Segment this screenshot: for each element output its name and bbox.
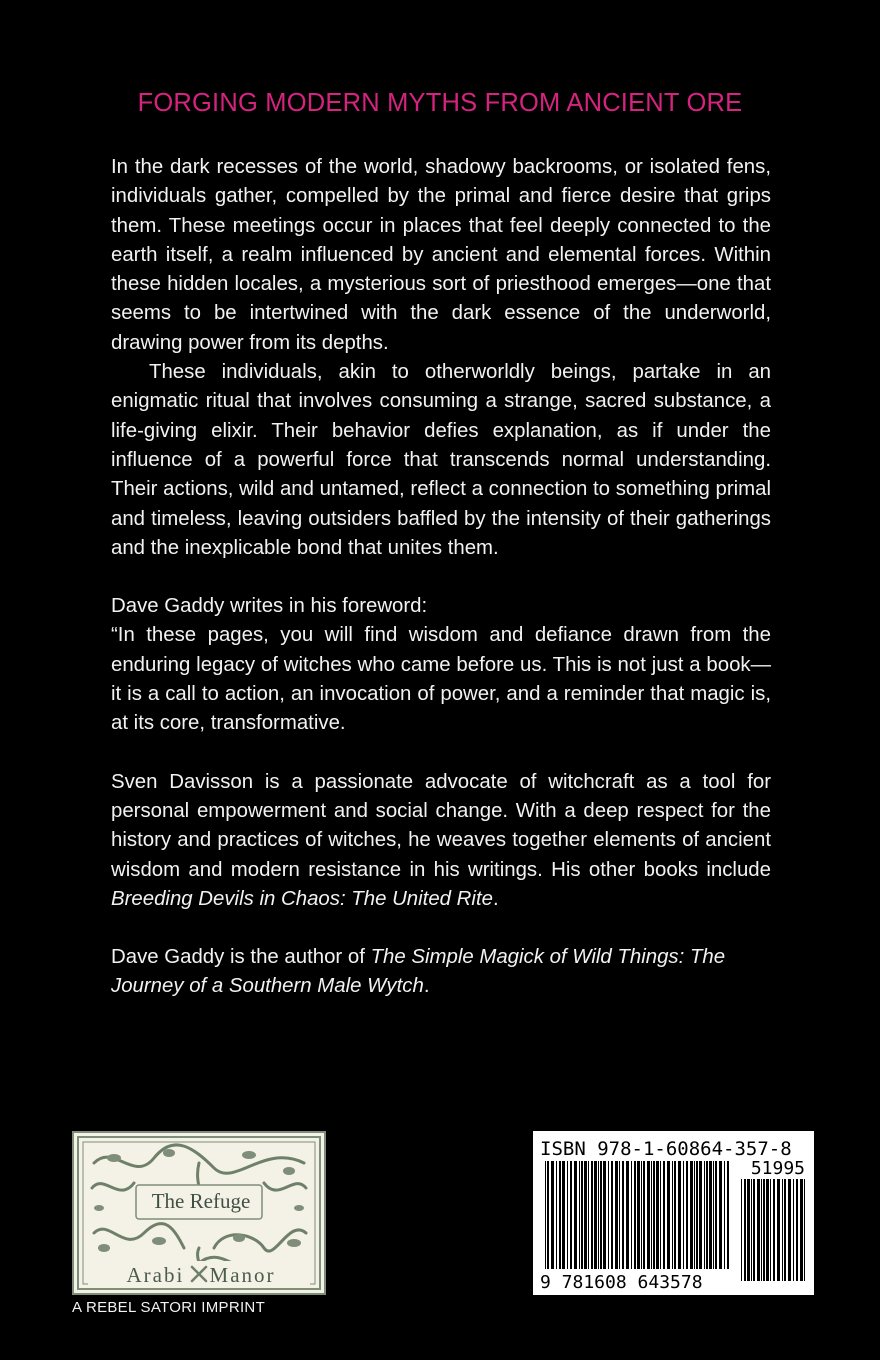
- back-cover-title: FORGING MODERN MYTHS FROM ANCIENT ORE: [137, 89, 743, 117]
- barcode-bar: [699, 1161, 702, 1269]
- barcode-bar: [579, 1161, 580, 1269]
- barcode-bar: [562, 1161, 565, 1269]
- barcode-bar: [556, 1161, 557, 1269]
- barcode-bar: [567, 1161, 568, 1269]
- imprint-line: A REBEL SATORI IMPRINT: [72, 1299, 266, 1316]
- blurb-paragraph-1: In the dark recesses of the world, shadowy backrooms, or isolated fens, individuals gather, compelled by the primal and fierce desire that grips them. These meetings occur in places that feel deeply connected to the earth itself, a realm influenced by ancient and elemental forces. Within these hidden locales, a mysterious sort of priesthood emerges—one that seems to be intertwined with the dark essence of the underworld, drawing power from its depths.: [111, 156, 771, 354]
- barcode-bar: [637, 1161, 640, 1269]
- barcode-bar: [631, 1161, 632, 1269]
- author-bio-sven-end: .: [492, 887, 499, 910]
- barcode-bar: [727, 1161, 729, 1269]
- barcode-bar: [796, 1179, 798, 1281]
- price-code: 51995: [750, 1158, 805, 1179]
- price-barcode-bars: [741, 1179, 805, 1281]
- barcode-bar: [777, 1179, 780, 1281]
- barcode-bar: [598, 1161, 599, 1269]
- barcode-bar: [551, 1161, 554, 1269]
- isbn-barcode: [533, 1131, 814, 1295]
- barcode-bar: [690, 1161, 693, 1269]
- barcode-bar: [674, 1161, 676, 1269]
- barcode-bar: [547, 1161, 549, 1269]
- author-bio-dave-end: .: [423, 975, 430, 998]
- barcode-bar: [581, 1161, 583, 1269]
- barcode-bar: [741, 1179, 742, 1281]
- barcode-bar: [683, 1161, 684, 1269]
- barcode-bar: [761, 1179, 762, 1281]
- barcode-digits: 9 781608 643578: [540, 1272, 703, 1293]
- barcode-bar: [641, 1161, 642, 1269]
- barcode-bar: [667, 1161, 670, 1269]
- barcode-bar: [713, 1161, 714, 1269]
- barcode-bar: [660, 1161, 661, 1269]
- barcode-bar: [706, 1161, 708, 1269]
- barcode-bar: [619, 1161, 620, 1269]
- barcode-graphic: [533, 1131, 814, 1295]
- barcode-bar: [559, 1161, 561, 1269]
- barcode-bar: [634, 1161, 636, 1269]
- barcode-bar: [766, 1179, 769, 1281]
- barcode-bar: [788, 1179, 791, 1281]
- barcode-bar: [753, 1179, 755, 1281]
- author-bio-dave: [111, 943, 771, 1002]
- barcode-bar: [591, 1161, 593, 1269]
- barcode-bar: [715, 1161, 717, 1269]
- publisher-logo: [72, 1131, 326, 1295]
- barcode-bar: [686, 1161, 688, 1269]
- barcode-bar: [757, 1179, 760, 1281]
- blurb-paragraph-2: These individuals, akin to otherworldly beings, partake in an enigmatic ritual that involves consuming a strange, sacred substance, a life-giving elixir. Their behavior defies explanation, as if under the influence of a powerful force that transcends normal understanding. Their actions, wild and untamed, reflect a connection to something primal and timeless, leaving outsiders baffled by the intensity of their gatherings and the inexplicable bond that unites them.: [111, 361, 771, 559]
- barcode-bar: [574, 1161, 577, 1269]
- isbn-label: ISBN 978-1-60864-357-8: [540, 1138, 792, 1160]
- barcode-bar: [719, 1161, 722, 1269]
- barcode-bar: [656, 1161, 659, 1269]
- barcode-bar: [643, 1161, 645, 1269]
- barcode-bar: [594, 1161, 597, 1269]
- barcode-bar: [793, 1179, 794, 1281]
- barcode-bar: [584, 1161, 587, 1269]
- main-barcode-bars: [545, 1161, 729, 1269]
- barcode-bar: [672, 1161, 673, 1269]
- author-bio-dave-text: Dave Gaddy is the author of: [111, 946, 371, 969]
- barcode-bar: [724, 1161, 725, 1269]
- author-bio-sven-text: Sven Davisson is a passionate advocate of witchcraft as a tool for personal empowerment and social change. With a deep respect for the history and practices of witches, he weaves together elements of ancient wisdom and modern resistance in his writings. His other books include: [111, 770, 771, 881]
- barcode-bar: [647, 1161, 650, 1269]
- barcode-bar: [694, 1161, 695, 1269]
- author-bio-sven-book: Breeding Devils in Chaos: The United Rite: [111, 887, 493, 910]
- barcode-bar: [653, 1161, 655, 1269]
- barcode-bar: [747, 1179, 750, 1281]
- barcode-bar: [622, 1161, 624, 1269]
- barcode-bar: [570, 1161, 572, 1269]
- barcode-bar: [600, 1161, 602, 1269]
- barcode-bar: [773, 1179, 775, 1281]
- barcode-bar: [744, 1179, 746, 1281]
- foreword-quote: “In these pages, you will find wisdom and defiance drawn from the enduring legacy of witches who came before us. This is not just a book—it is a call to action, an invocation of power, and a reminder that magic is, at its core, transformative.: [111, 624, 771, 735]
- barcode-bar: [782, 1179, 783, 1281]
- author-bio-dave-book: The Simple Magick of Wild Things: The Journey of a Southern Male Wytch: [111, 946, 726, 998]
- barcode-bar: [696, 1161, 698, 1269]
- author-bio-sven: [111, 768, 771, 914]
- barcode-bar: [545, 1161, 546, 1269]
- barcode-bar: [751, 1179, 752, 1281]
- barcode-bar: [626, 1161, 629, 1269]
- barcode-bar: [709, 1161, 712, 1269]
- barcode-bar: [763, 1179, 765, 1281]
- logo-top-text: The Refuge: [151, 1189, 251, 1213]
- barcode-bar: [800, 1179, 803, 1281]
- barcode-bar: [678, 1161, 681, 1269]
- barcode-bar: [770, 1179, 771, 1281]
- barcode-bar: [663, 1161, 665, 1269]
- blurb: [111, 153, 771, 1002]
- barcode-bar: [608, 1161, 609, 1269]
- foreword-intro: Dave Gaddy writes in his foreword:: [111, 595, 428, 618]
- barcode-bar: [611, 1161, 613, 1269]
- logo-bottom-text: Arabi Manor: [126, 1263, 276, 1287]
- barcode-bar: [804, 1179, 805, 1281]
- barcode-bar: [704, 1161, 705, 1269]
- barcode-bar: [603, 1161, 606, 1269]
- barcode-bar: [651, 1161, 652, 1269]
- barcode-bar: [784, 1179, 786, 1281]
- barcode-bar: [615, 1161, 618, 1269]
- barcode-bar: [588, 1161, 589, 1269]
